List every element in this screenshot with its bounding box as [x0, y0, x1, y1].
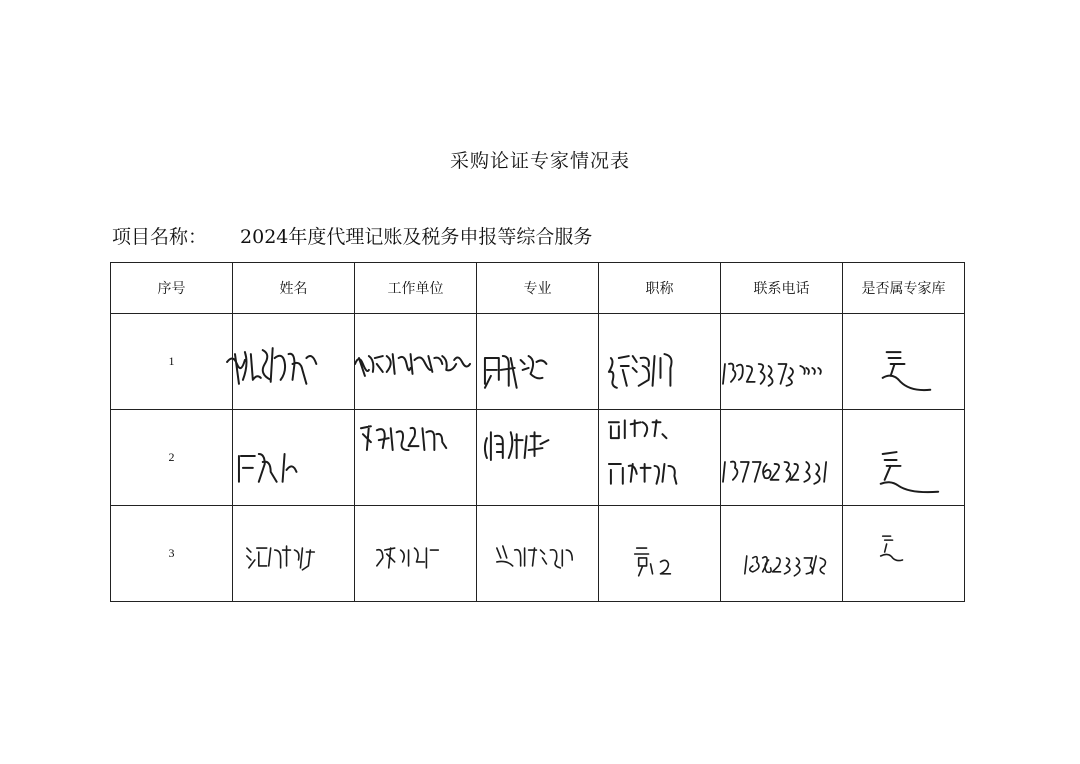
handwriting-scribble: [233, 314, 354, 409]
handwritten-name: [233, 506, 355, 602]
handwritten-name: [233, 314, 355, 410]
handwritten-phone: [721, 410, 843, 506]
handwritten-title: [599, 506, 721, 602]
row-seq: 2: [111, 410, 233, 506]
header-workplace: 工作单位: [355, 263, 477, 314]
header-title: 职称: [599, 263, 721, 314]
table-row: [111, 410, 965, 506]
handwritten-expert-pool: [843, 506, 965, 602]
row-seq: 1: [111, 314, 233, 410]
header-specialty: 专业: [477, 263, 599, 314]
handwriting-scribble: [477, 506, 598, 601]
project-name-label: 项目名称：: [112, 226, 208, 248]
handwritten-specialty: [477, 314, 599, 410]
handwritten-specialty: [477, 410, 599, 506]
handwriting-scribble: [355, 314, 476, 409]
handwriting-scribble: [233, 506, 354, 601]
handwriting-scribble: [843, 410, 964, 505]
handwriting-scribble: [355, 506, 476, 601]
table-row: [111, 314, 965, 410]
handwriting-scribble: [355, 410, 476, 505]
project-name-value: 2024年度代理记账及税务申报等综合服务: [240, 226, 593, 248]
handwriting-scribble: [477, 410, 598, 505]
handwritten-workplace: [355, 314, 477, 410]
header-expert-pool: 是否属专家库: [843, 263, 965, 314]
expert-table: [110, 262, 965, 602]
document-title: 采购论证专家情况表: [449, 150, 630, 172]
header-seq: 序号: [111, 263, 233, 314]
handwriting-scribble: [599, 314, 720, 409]
header-name: 姓名: [233, 263, 355, 314]
row-seq: 3: [111, 506, 233, 602]
handwritten-expert-pool: [843, 314, 965, 410]
handwritten-workplace: [355, 410, 477, 506]
handwritten-title: [599, 410, 721, 506]
handwriting-scribble: [599, 506, 720, 601]
handwritten-workplace: [355, 506, 477, 602]
handwriting-scribble: [721, 410, 842, 505]
handwritten-name: [233, 410, 355, 506]
handwriting-scribble: [233, 410, 354, 505]
handwritten-expert-pool: [843, 410, 965, 506]
handwriting-scribble: [721, 314, 842, 409]
handwritten-phone: [721, 314, 843, 410]
table-row: [111, 506, 965, 602]
handwritten-title: [599, 314, 721, 410]
header-phone: 联系电话: [721, 263, 843, 314]
handwriting-scribble: [721, 506, 842, 601]
handwritten-specialty: [477, 506, 599, 602]
handwriting-scribble: [599, 410, 720, 505]
handwriting-scribble: [843, 314, 964, 409]
handwriting-scribble: [843, 506, 964, 601]
table-header-row: [111, 263, 965, 314]
handwriting-scribble: [477, 314, 598, 409]
handwritten-phone: [721, 506, 843, 602]
project-line: [112, 222, 592, 249]
